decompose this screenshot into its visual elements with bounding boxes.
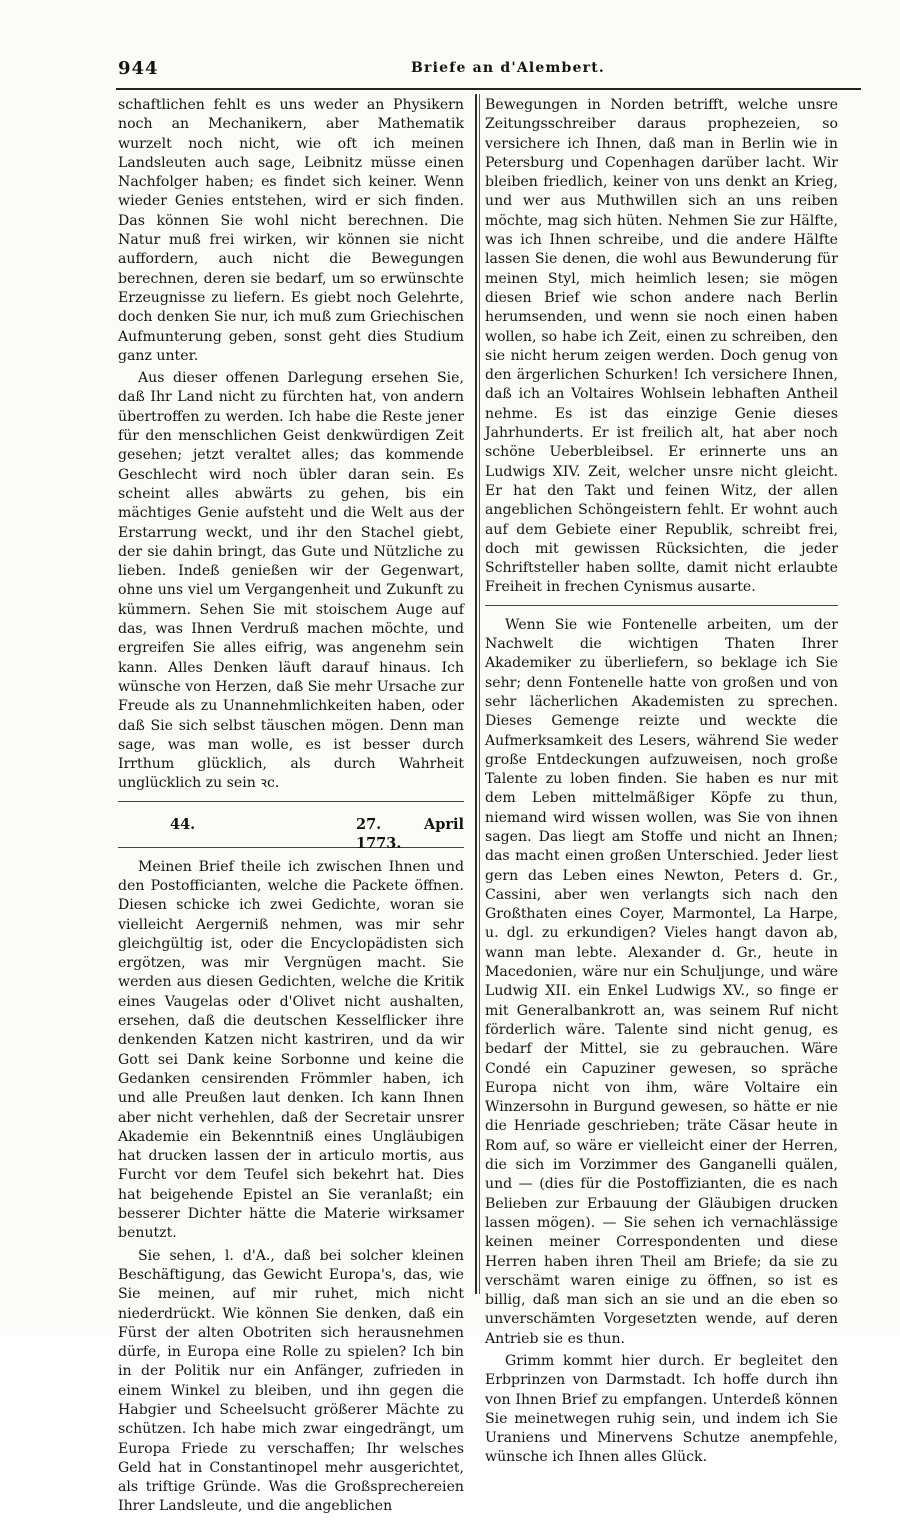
paragraph: Sie sehen, l. d'A., daß bei solcher kleinen Beschäftigung, das Gewicht Europa's, das, wie Sie meinen, auf mir ruhet, mich nicht niederdrückt. Wie können Sie denken, daß ein Fürst der alten Obotriten sich herausnehmen dürfe, in Europa eine Rolle zu spielen? Ich bin in der Politik nur ein Anfänger, zufrieden in einem Winkel zu bleiben, und ihn gegen die Habgier und Scheelsucht größerer Mächte zu schützen. Ich habe mich zwar eingedrängt, um Europa Friede zu verschaffen; Ihr welsches Geld hat in Constantinopel mehr ausgerichtet, als triftige Gründe. Was die Großsprechereien Ihrer Landsleute, und die angeblichen — [118, 1247, 464, 1515]
header-rule — [116, 88, 861, 90]
letter-heading — [118, 815, 464, 852]
paragraph: Meinen Brief theile ich zwischen Ihnen und den Postofficianten, welche die Packete öffnen. Diesen schicke ich zwei Gedichte, woran sie vielleicht Aergerniß nehmen, was mir sehr gleichgültig ist, oder die Encyclopädisten sich ergötzen, was mir Vergnügen macht. Sie werden aus diesen Gedichten, welche die Kritik eines Vaugelas oder d'Olivet nicht aushalten, ersehen, daß die deutschen Kesselflicker ihre denkenden Katzen nicht kastriren, und da wir Gott sei Dank keine Sorbonne und keine die Gedanken censirenden Frömmler haben, ich und alle Preußen laut denken. Ich kann Ihnen aber nicht verhehlen, daß der Secretair unsrer Akademie ein Bekenntniß eines Ungläubigen hat drucken lassen der in articulo mortis, aus Furcht vor dem Teufel sich bekehrt hat. Dies hat beigehende Epistel an Sie veranlaßt; ein besserer Dichter hätte die Materie wirksamer benutzt. — [118, 858, 464, 1242]
left-column — [118, 96, 464, 1520]
letter-number: 44. — [170, 815, 196, 833]
running-title: Briefe an d'Alembert. — [411, 60, 605, 76]
paragraph: Grimm kommt hier durch. Er begleitet den Erbprinzen von Darmstadt. Ich hoffe durch ihn von Ihnen Brief zu empfangen. Unterdeß können Sie meinetwegen ruhig sein, und indem ich Sie Uraniens und Minervens Schutze anempfehle, wünsche ich Ihnen alles Glück. — [485, 1353, 838, 1466]
letter-date: 27. April 1773. — [356, 815, 464, 852]
paragraph-separator-rule — [485, 605, 838, 606]
column-divider-inner — [479, 94, 480, 1294]
right-column — [485, 96, 838, 1471]
column-divider — [475, 94, 477, 1294]
paragraph: Bewegungen in Norden betrifft, welche unsre Zeitungsschreiber daraus prophezeien, so versichere ich Ihnen, daß man in Berlin wie in Petersburg und Copenhagen darüber lacht. Wir bleiben friedlich, keiner von uns denkt an Krieg, und wer aus Muthwillen sich an uns reiben möchte, mag sich hüten. Nehmen Sie zur Hälfte, was ich Ihnen schreibe, und die andere Hälfte lassen Sie denen, die wohl aus Bewunderung für meinen Styl, mich heimlich lesen; sie mögen diesen Brief wie schon andere nach Berlin herumsenden, und wenn sie noch einen haben wollen, so habe ich Zeit, einen zu schreiben, den sie nicht herum zeigen werden. Doch genug von den ärgerlichen Schurken! Ich versichere Ihnen, daß ich an Voltaires Wohlsein lebhaften Antheil nehme. Es ist das einzige Genie dieses Jahrhunderts. Er ist freilich alt, hat aber noch schöne Ueberbleibsel. Er erinnerte uns an Ludwigs XIV. Zeit, welcher unsre nicht gleicht. Er hat den Takt und feinen Witz, der allen angeblichen Schöngeistern fehlt. Er wohnt auch auf dem Gebiete einer Republik, schreibt frei, doch mit gewissen Rücksichten, die jeder Schriftsteller haben sollte, damit nicht erlaubte Freiheit in frechen Cynismus ausarte. — [485, 97, 838, 596]
paragraph: Aus dieser offenen Darlegung ersehen Sie, daß Ihr Land nicht zu fürchten hat, von andern übertroffen zu werden. Ich habe die Reste jener für den menschlichen Geist denkwürdigen Zeit gesehen; jetzt veraltet alles; das kommende Geschlecht wird noch übler daran sein. Es scheint alles abwärts zu gehen, bis ein mächtiges Genie aufsteht und die Welt aus der Erstarrung weckt, und ihr den Stachel giebt, der sie dahin bringt, das Gute und Nützliche zu lieben. Indeß genießen wir der Gegenwart, ohne uns viel um Vergangenheit und Zukunft zu kümmern. Sehen Sie mit stoischem Auge auf das, was Ihnen Verdruß machen möchte, und ergreifen Sie alles eifrig, was angenehm sein kann. Alles Denken läuft darauf hinaus. Ich wünsche von Herzen, daß Sie mehr Ursache zur Freude als zu Unannehmlichkeiten haben, oder daß Sie sich selbst täuschen mögen. Denn man sage, was man wolle, es ist besser durch Irrthum glücklich, als durch Wahrheit unglücklich zu sein ꝛc. — [118, 370, 464, 792]
letter-separator-rule — [118, 801, 464, 802]
paragraph: schaftlichen fehlt es uns weder an Physikern noch an Mechanikern, aber Mathematik wurzelt noch nicht, wie oft ich meinen Landsleuten auch sage, Leibnitz müsse einen Nachfolger haben; es findet sich keiner. Wenn wieder Genies entstehen, wird er sich finden. Das können Sie wohl nicht berechnen. Die Natur muß frei wirken, wir können sie nicht auffordern, auch nicht die Bewegungen berechnen, deren sie bedarf, um so erwünschte Erzeugnisse zu liefern. Es giebt noch Gelehrte, doch denken Sie nur, ich muß zum Griechischen Aufmunterung geben, sonst geht dies Studium ganz unter. — [118, 97, 464, 364]
paragraph: Wenn Sie wie Fontenelle arbeiten, um der Nachwelt die wichtigen Thaten Ihrer Akademiker zu überliefern, so beklage ich Sie sehr; denn Fontenelle hatte von großen und von sehr lächerlichen Akademisten zu sprechen. Dieses Gemenge reizte und weckte die Aufmerksamkeit des Lesers, während Sie weder große Entdeckungen aufzuweisen, noch große Talente zu loben finden. Sie haben es nur mit dem Leben mittelmäßiger Köpfe zu thun, niemand wird wissen wollen, was Sie von ihnen sagen. Das liegt am Stoffe und nicht an Ihnen; das macht einen großen Unterschied. Jeder liest gern das Leben eines Newton, Peters d. Gr., Cassini, aber wen verlangts sich nach den Großthaten eines Coyer, Marmontel, La Harpe, u. dgl. zu erkundigen? Vieles hangt davon ab, wann man lebte. Alexander d. Gr., heute in Macedonien, wäre nur ein Schuljunge, und wäre Ludwig XII. ein Enkel Ludwigs XV., so finge er mit Generalbankrott an, was seinem Ruf nicht förderlich wäre. Talente sind nicht genug, es bedarf der Mittel, sie zu gebrauchen. Wäre Condé ein Capuziner gewesen, so spräche Europa nicht von ihm, wäre Voltaire ein Winzersohn in Burgund gewesen, so hätte er nie die Henriade geschrieben; träte Cäsar heute in Rom auf, so wäre er vielleicht einer der Herren, die sich im Vorzimmer des Ganganelli quälen, und — (dies für die Postoffizianten, die es nach Belieben zur Erbauung der Gläubigen drucken lassen mögen). — Sie sehen ich vernachlässige keinen meiner Correspondenten und diese Herren haben ihren Theil am Briefe; da sie zu verschämt waren einige zu öffnen, so ist es billig, daß man sich an sie und an die eben so unverschämten Vorgesetzten wende, auf deren Antrieb sie es thun. — [485, 616, 838, 1347]
page-header — [118, 58, 863, 88]
page-number: 944 — [118, 58, 159, 79]
